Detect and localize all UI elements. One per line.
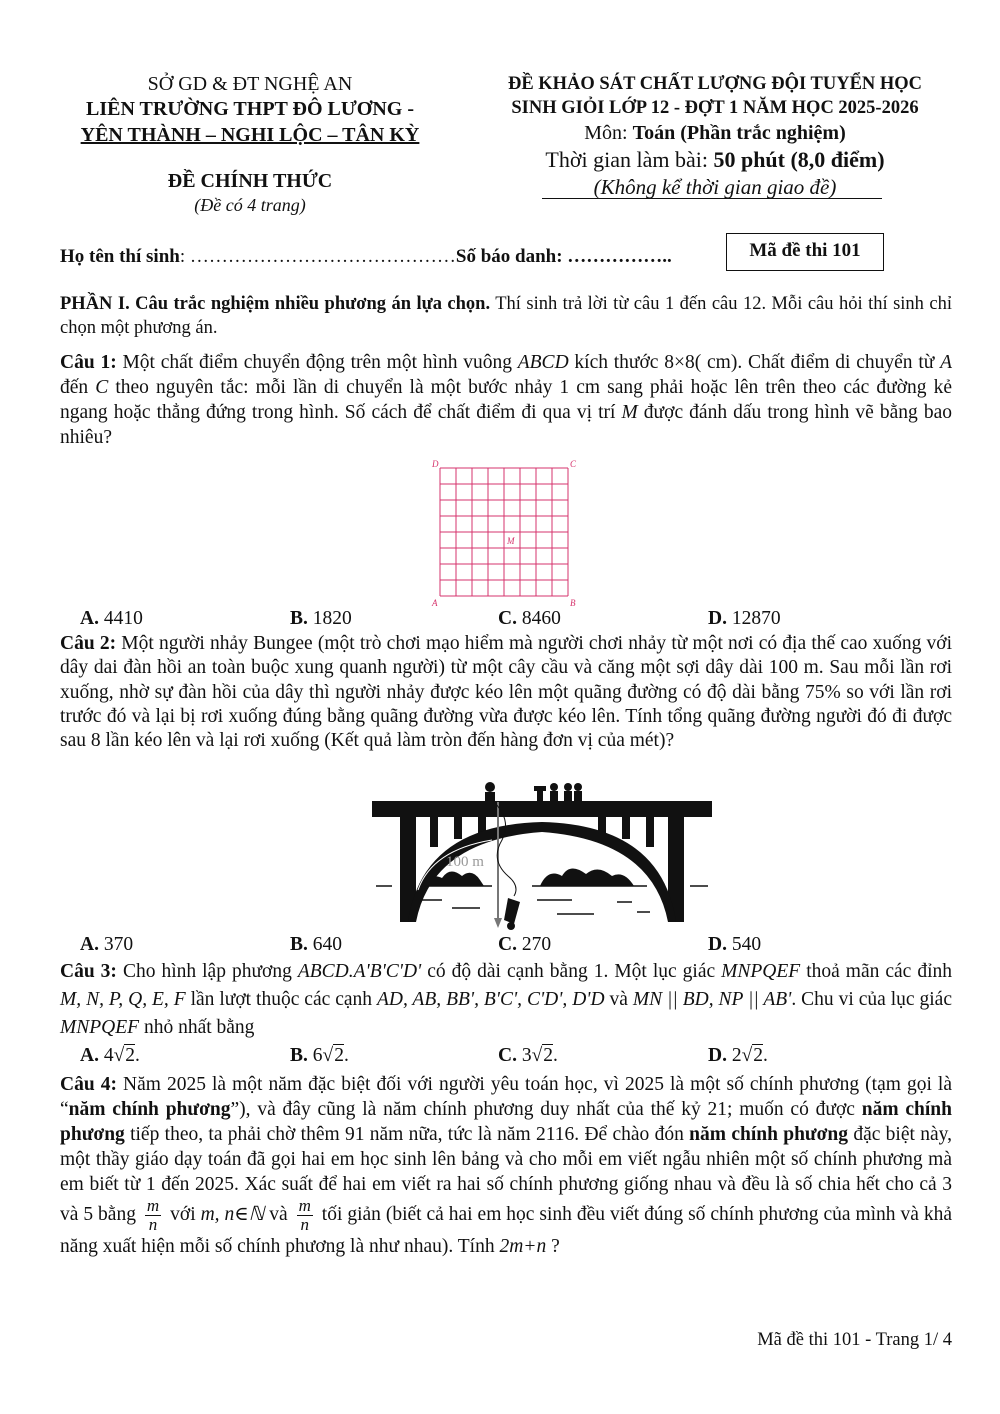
q4-label: Câu 4: — [60, 1074, 117, 1095]
q3-hex: MNPQEF — [60, 1017, 140, 1038]
option-label: C. — [498, 934, 517, 955]
q1-grid-figure — [428, 458, 588, 608]
q1-option-b[interactable] — [290, 608, 352, 630]
option-value: 640 — [312, 934, 343, 955]
option-radicand: 2 — [334, 1045, 344, 1066]
option-label: D. — [708, 1045, 727, 1066]
official-label: ĐỀ CHÍNH THỨC — [167, 170, 333, 192]
part1-title: PHẦN I. Câu trắc nghiệm nhiều phương án lựa chọn. — [60, 294, 491, 314]
q4-bold-term: năm chính phương — [689, 1124, 849, 1145]
q3-text: Cho hình lập phương — [116, 961, 298, 982]
q4-text: Năm 2025 là một năm đặc biệt đối với người yêu toán học, vì 2025 là một số chính phương (tạm gọi là “ — [60, 1074, 952, 1120]
option-label: D. — [708, 934, 727, 955]
option-radicand: 2 — [543, 1045, 554, 1066]
school-line-2: YÊN THÀNH – NGHI LỘC – TÂN KỲ — [80, 124, 420, 146]
q4-text: ? — [546, 1236, 560, 1257]
department: SỞ GD & ĐT NGHỆ AN — [147, 73, 353, 95]
q2-option-a[interactable] — [80, 934, 133, 956]
q4-bold-term: năm chính phương — [68, 1099, 231, 1120]
option-end: . — [135, 1045, 140, 1066]
q3-text: nhỏ nhất bằng — [139, 1017, 255, 1038]
question-2 — [60, 632, 952, 753]
option-label: A. — [80, 1045, 99, 1066]
q4-text: tối giản (biết cả hai em học sinh đều viết đúng số chính phương của mình và khả năng xuất hiện mỗi số chính phương là như nhau). Tính — [60, 1203, 953, 1257]
exam-code-box: Mã đề thi 101 — [726, 233, 884, 271]
name-dots: : …………………………………… — [179, 246, 456, 267]
q2-bridge-figure — [372, 780, 712, 932]
option-coef: 3 — [521, 1045, 532, 1066]
q3-text: . Chu vi của lục giác — [791, 989, 952, 1010]
q1-size: 8×8( cm) — [664, 352, 738, 373]
fraction-m-n — [297, 1197, 313, 1234]
option-label: C. — [498, 608, 517, 629]
q3-parallels: MN || BD, NP || AB' — [632, 989, 792, 1010]
option-value: 12870 — [731, 608, 781, 629]
q1-a: A — [940, 352, 952, 373]
q3-text: có độ dài cạnh bằng 1. Một lục giác — [421, 961, 722, 982]
frac-numerator: m — [146, 1196, 160, 1215]
option-value: 270 — [521, 934, 552, 955]
option-coef: 4 — [103, 1045, 114, 1066]
q2-option-d[interactable] — [708, 934, 761, 956]
option-coef: 2 — [731, 1045, 742, 1066]
label-a: A — [432, 598, 438, 608]
option-label: D. — [708, 608, 727, 629]
option-label: A. — [80, 934, 99, 955]
label-d: D — [432, 459, 439, 469]
bush-right — [540, 868, 634, 886]
option-radicand: 2 — [125, 1045, 136, 1066]
q1-text: đến — [60, 377, 96, 398]
question-4 — [60, 1072, 952, 1259]
q1-option-c[interactable] — [498, 608, 561, 630]
option-label: B. — [290, 608, 308, 629]
option-label: B. — [290, 934, 308, 955]
option-value: 540 — [731, 934, 762, 955]
q1-m: M — [621, 402, 638, 423]
q4-text: ”), và đây cũng là năm chính phương duy nhất của thế kỷ 21; muốn có được — [230, 1099, 862, 1120]
q3-edges: AD, AB, BB', B'C', C'D', D'D — [376, 989, 605, 1010]
q4-bold-term: năm chính phương — [60, 1099, 953, 1145]
q1-c: C — [95, 377, 109, 398]
q3-cube: ABCD.A'B'C'D' — [297, 961, 422, 982]
option-coef: 6 — [312, 1045, 323, 1066]
option-label: C. — [498, 1045, 517, 1066]
q3-option-a[interactable]: A. 4√2. — [80, 1045, 140, 1066]
q1-text: theo nguyên tắc: mỗi lần di chuyển là một bước nhảy 1 cm sang phải hoặc lên trên theo các đường kẻ ngang hoặc thẳng đứng trong hình. Số cách để chất điểm đi qua vị trí — [60, 377, 952, 423]
q3-option-b[interactable]: B. 6√2. — [290, 1045, 349, 1066]
time-note: (Không kể thời gian giao đề) — [593, 175, 837, 199]
question-1 — [60, 350, 952, 450]
option-end: . — [763, 1045, 768, 1066]
name-label: Họ tên thí sinh — [60, 246, 180, 267]
subject-prefix: Môn: — [584, 122, 633, 144]
page-footer: Mã đề thi 101 - Trang 1/ 4 — [757, 1330, 952, 1350]
distance-label: 100 m — [446, 854, 484, 870]
q2-text: Một người nhảy Bungee (một trò chơi mạo hiểm mà người chơi nhảy từ một nơi có địa thế cao xuống với dây dai đàn hồi an toàn buộc xung quanh người) từ một cây cầu và căng một sợi dây dài 100 m. Sau mỗi lần rơi xuống, nhờ sự đàn hồi của dây thì người nhảy được kéo lên một quãng đường có độ dài bằng 75% so với lần rơi trước đó và lại bị rơi xuống đúng bằng quãng đường vừa được kéo lên. Tính tổng quãng đường người đó đi được sau 8 lần kéo lên và lại rơi xuống (Kết quả làm tròn đến hàng đơn vị của mét)? — [60, 633, 952, 752]
q3-option-d[interactable]: D. 2√2. — [708, 1045, 768, 1066]
q1-abcd: ABCD — [517, 352, 569, 373]
time-line — [470, 146, 960, 174]
exam-title-2: SINH GIỎI LỚP 12 - ĐỢT 1 NĂM HỌC 2025-2026 — [511, 98, 919, 118]
q1-text: Một chất điểm chuyển động trên một hình vuông — [116, 352, 518, 373]
header-left — [40, 72, 460, 216]
question-3 — [60, 958, 952, 1042]
q2-option-c[interactable] — [498, 934, 551, 956]
pages-note: (Đề có 4 trang) — [194, 195, 306, 215]
header-right — [470, 72, 960, 200]
people-icons — [485, 782, 582, 801]
part1-intro — [60, 292, 952, 340]
frac-denominator: n — [300, 1215, 309, 1234]
q4-mn: m, n∈ℕ — [200, 1203, 265, 1225]
q1-option-d[interactable] — [708, 608, 781, 630]
q4-expr: 2m+n — [499, 1236, 547, 1257]
label-b: B — [570, 598, 576, 608]
option-value: 1820 — [312, 608, 352, 629]
option-value: 4410 — [103, 608, 143, 629]
q1-option-a[interactable] — [80, 608, 143, 630]
id-label: Số báo danh: …………….. — [455, 246, 672, 267]
q1-label: Câu 1: — [60, 352, 117, 373]
school-line-1: LIÊN TRƯỜNG THPT ĐÔ LƯƠNG - — [85, 98, 414, 120]
q3-label: Câu 3: — [60, 961, 117, 982]
q2-label: Câu 2: — [60, 633, 117, 654]
q4-text: tiếp theo, ta phải chờ thêm 91 năm nữa, tức là năm 2116. Để chào đón — [124, 1124, 690, 1145]
subject-line — [470, 120, 960, 146]
jumper-icon — [504, 898, 520, 930]
q2-option-b[interactable] — [290, 934, 342, 956]
part1-desc: Thí sinh trả lời từ câu 1 đến câu 12. Mỗi câu hỏi thí sinh chỉ chọn một phương án. — [60, 294, 952, 338]
q3-text: và — [604, 989, 633, 1010]
option-label: B. — [290, 1045, 308, 1066]
label-c: C — [570, 459, 577, 469]
option-value: 370 — [103, 934, 134, 955]
q1-text: kích thước — [568, 352, 665, 373]
fraction-m-n — [145, 1197, 161, 1234]
q3-text: lần lượt thuộc các cạnh — [185, 989, 377, 1010]
frac-numerator: m — [298, 1196, 311, 1215]
grid-lines — [440, 468, 568, 596]
q3-hex: MNPQEF — [721, 961, 801, 982]
q1-text: . Chất điểm di chuyển từ — [737, 352, 941, 373]
option-value: 8460 — [521, 608, 561, 629]
subject: Toán (Phần trắc nghiệm) — [632, 122, 846, 144]
q4-text: và — [264, 1203, 293, 1225]
student-line — [60, 246, 672, 268]
option-end: . — [553, 1045, 558, 1066]
exam-title-1: ĐỀ KHẢO SÁT CHẤT LƯỢNG ĐỘI TUYỂN HỌC — [507, 74, 923, 94]
q4-text: với — [165, 1203, 201, 1225]
frac-denominator: n — [148, 1215, 158, 1234]
q3-option-c[interactable]: C. 3√2. — [498, 1045, 558, 1066]
option-label: A. — [80, 608, 99, 629]
q1-text: được đánh dấu trong hình vẽ bằng bao nhiêu? — [60, 402, 952, 448]
q4-text: đặc biệt này, một thầy giáo dạy toán đã gọi hai em học sinh lên bảng và cho mỗi em viết ngẫu nhiên một số chính phương mà em biết từ 1 đến 2025. Xác suất để hai em viết ra hai số chính phương giống nhau và đều là số chia hết cho cả 3 và 5 bằng — [60, 1124, 952, 1225]
q3-verts: M, N, P, Q, E, F — [60, 989, 186, 1010]
option-radicand: 2 — [753, 1045, 764, 1066]
q3-text: thoả mãn các đỉnh — [800, 961, 953, 982]
header-underline — [542, 198, 882, 199]
bridge-deck — [372, 801, 712, 817]
time-prefix: Thời gian làm bài: — [545, 147, 714, 172]
label-m: M — [507, 536, 515, 546]
option-end: . — [343, 1045, 349, 1066]
time-value: 50 phút (8,0 điểm) — [713, 147, 885, 172]
